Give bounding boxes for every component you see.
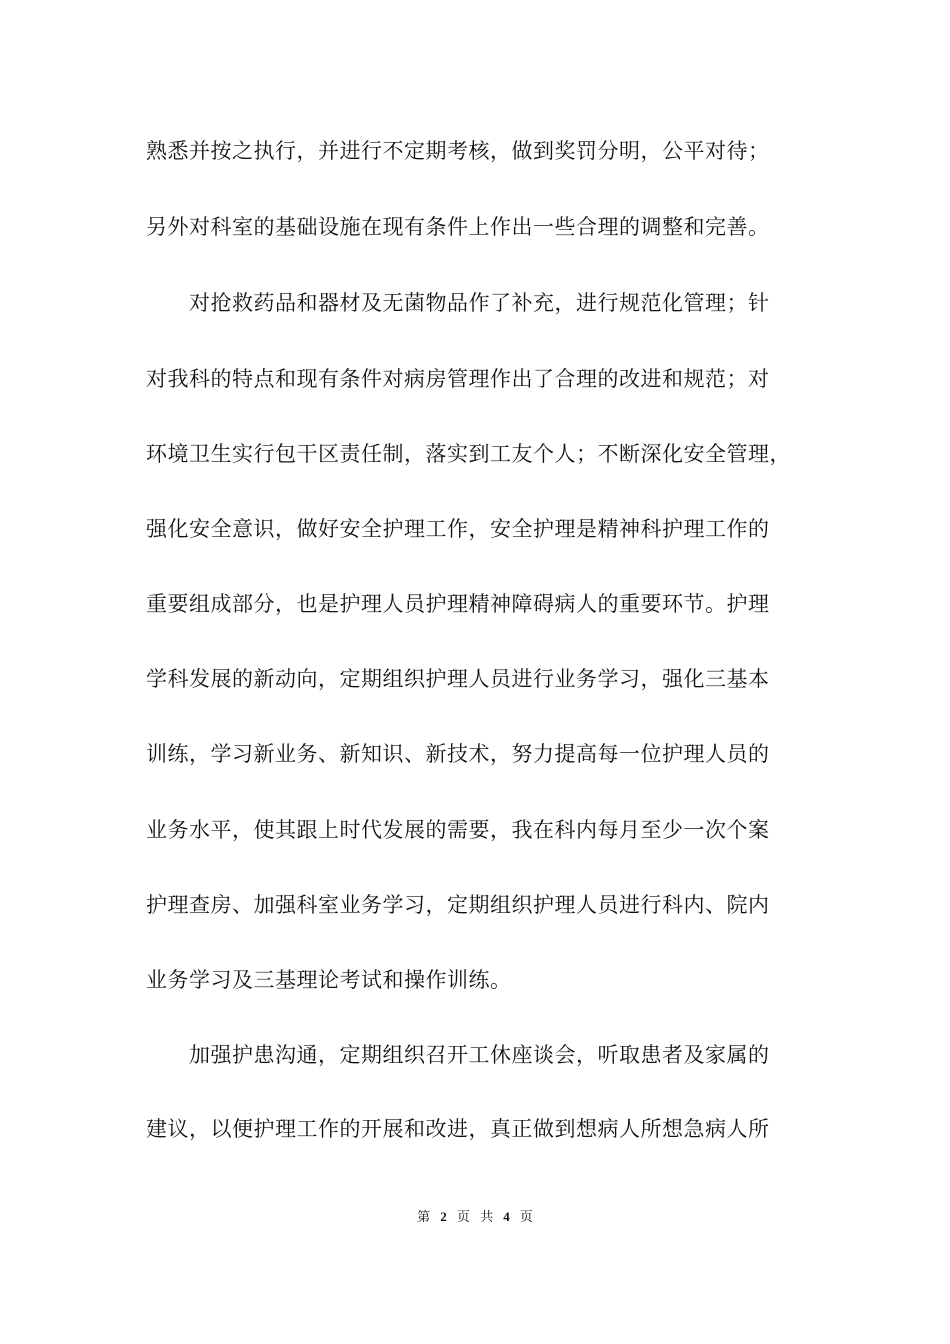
text-line-12: 业务学习及三基理论考试和操作训练。: [146, 968, 512, 992]
text-line-11: 护理查房、加强科室业务学习，定期组织护理人员进行科内、院内: [146, 893, 770, 917]
text-line-13: 加强护患沟通，定期组织召开工休座谈会，听取患者及家属的: [189, 1043, 770, 1067]
footer-total-word: 共: [480, 1210, 494, 1225]
text-line-8: 学科发展的新动向，定期组织护理人员进行业务学习，强化三基本: [146, 667, 770, 691]
text-line-6: 强化安全意识，做好安全护理工作，安全护理是精神科护理工作的: [146, 517, 770, 541]
footer-current-page: 2: [440, 1209, 447, 1224]
text-line-7: 重要组成部分，也是护理人员护理精神障碍病人的重要环节。护理: [146, 592, 770, 616]
text-line-4: 对我科的特点和现有条件对病房管理作出了合理的改进和规范；对: [146, 367, 770, 391]
footer-total-pages: 4: [503, 1209, 510, 1224]
footer-page-word: 页: [456, 1210, 470, 1225]
text-line-10: 业务水平，使其跟上时代发展的需要，我在科内每月至少一次个案: [146, 818, 770, 842]
text-line-3: 对抢救药品和器材及无菌物品作了补充，进行规范化管理；针: [189, 291, 770, 315]
text-line-5: 环境卫生实行包干区责任制，落实到工友个人；不断深化安全管理，: [146, 442, 791, 466]
footer-prefix: 第: [417, 1210, 431, 1225]
footer-suffix: 页: [519, 1210, 533, 1225]
text-line-2: 另外对科室的基础设施在现有条件上作出一些合理的调整和完善。: [146, 215, 770, 239]
page-footer: [0, 1208, 950, 1227]
text-line-1: 熟悉并按之执行，并进行不定期考核，做到奖罚分明，公平对待；: [146, 139, 770, 163]
text-line-14: 建议，以便护理工作的开展和改进，真正做到想病人所想急病人所: [146, 1117, 770, 1141]
text-line-9: 训练，学习新业务、新知识、新技术，努力提高每一位护理人员的: [146, 742, 770, 766]
